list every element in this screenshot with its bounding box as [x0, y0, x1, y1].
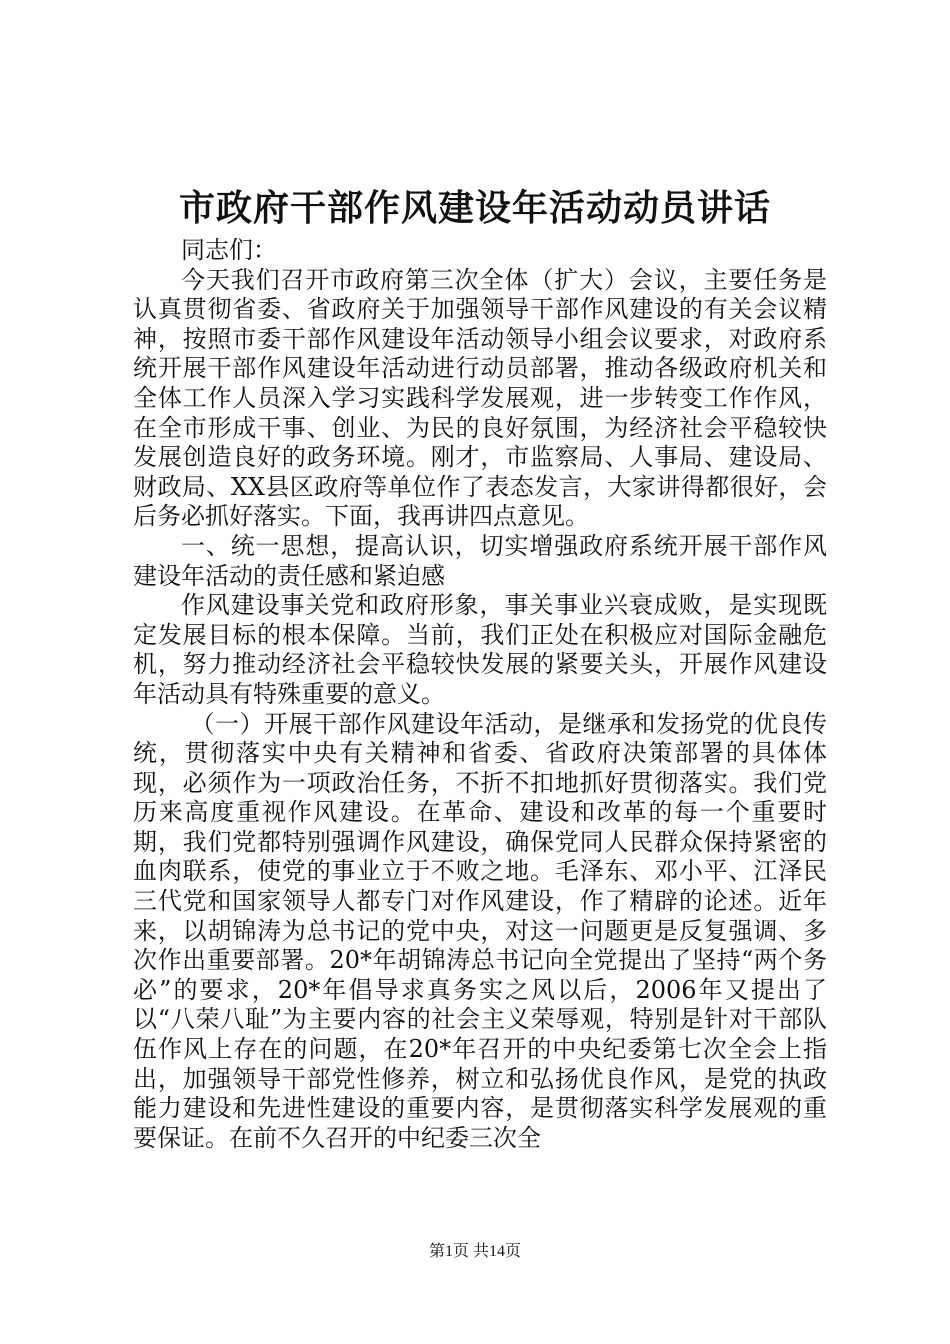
document-body: [133, 236, 827, 1153]
salutation-paragraph: 同志们：: [181, 236, 277, 264]
body-paragraph: 作风建设事关党和政府形象，事关事业兴衰成败，是实现既定发展目标的根本保障。当前，我们正处在积极应对国际金融危机，努力推动经济社会平稳较快发展的紧要关头，开展作风建设年活动具有特殊重要的意义。: [133, 591, 827, 708]
document-title: 市政府干部作风建设年活动动员讲话: [178, 187, 771, 229]
page-number-footer: 第1页 共14页: [428, 1243, 521, 1260]
opening-paragraph: 今天我们召开市政府第三次全体（扩大）会议，主要任务是认真贯彻省委、省政府关于加强领导干部作风建设的有关会议精神，按照市委干部作风建设年活动领导小组会议要求，对政府系统开展干部作风建设年活动进行动员部署，推动各级政府机关和全体工作人员深入学习实践科学发展观，进一步转变工作作风，在全市形成干事、创业、为民的良好氛围，为经济社会平稳较快发展创造良好的政务环境。刚才，市监察局、人事局、建设局、财政局、XX县区政府等单位作了表态发言，大家讲得都很好，会后务必抓好落实。下面，我再讲四点意见。: [133, 265, 827, 531]
subsection-paragraph-1: （一）开展干部作风建设年活动，是继承和发扬党的优良传统，贯彻落实中央有关精神和省委、省政府决策部署的具体体现，必须作为一项政治任务，不折不扣地抓好贯彻落实。我们党历来高度重视作风建设。在革命、建设和改革的每一个重要时期，我们党都特别强调作风建设，确保党同人民群众保持紧密的血肉联系，使党的事业立于不败之地。毛泽东、邓小平、江泽民三代党和国家领导人都专门对作风建设，作了精辟的论述。近年来，以胡锦涛为总书记的党中央，对这一问题更是反复强调、多次作出重要部署。20*年胡锦涛总书记向全党提出了坚持“两个务必”的要求，20*年倡导求真务实之风以后，2006年又提出了以“八荣八耻”为主要内容的社会主义荣辱观，特别是针对干部队伍作风上存在的问题，在20*年召开的中央纪委第七次全会上指出，加强领导干部党性修养，树立和弘扬优良作风，是党的执政能力建设和先进性建设的重要内容，是贯彻落实科学发展观的重要保证。在前不久召开的中纪委三次全: [133, 709, 827, 1152]
section-heading-1: 一、统一思想，提高认识，切实增强政府系统开展干部作风建设年活动的责任感和紧迫感: [133, 531, 827, 590]
